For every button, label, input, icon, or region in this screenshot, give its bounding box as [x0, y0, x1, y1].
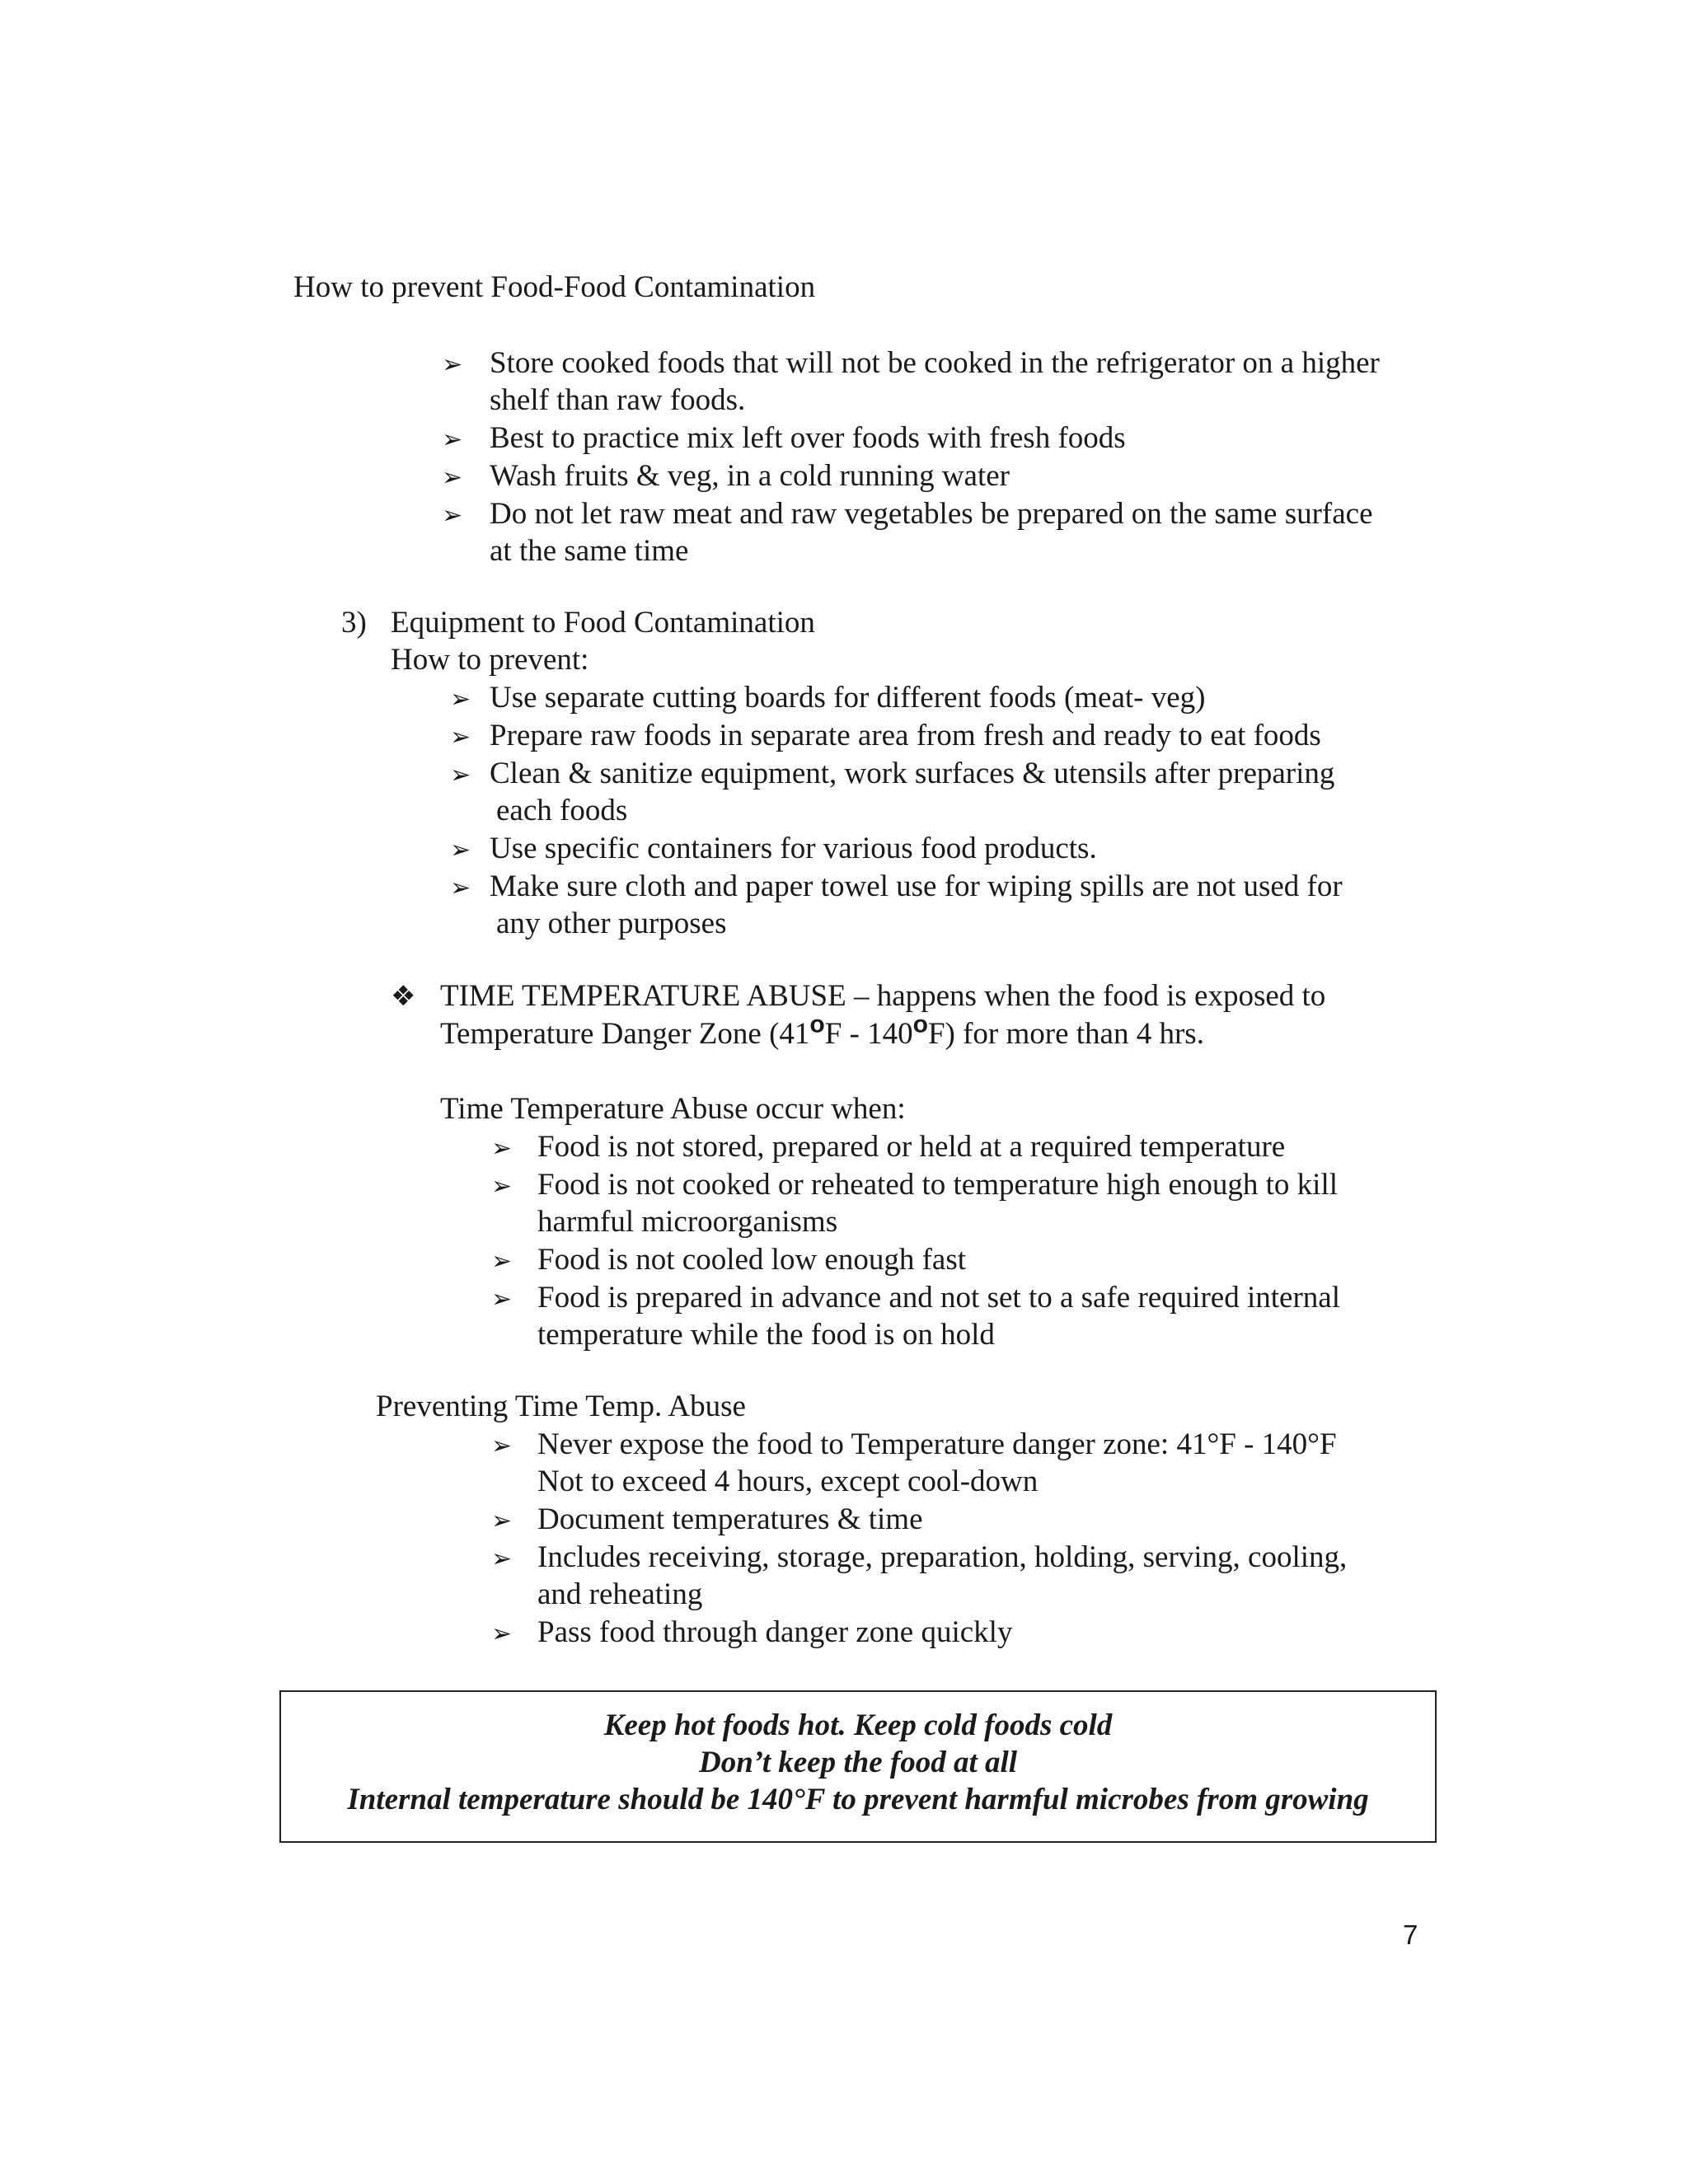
list-item: Best to practice mix left over foods with fresh foods [490, 421, 1126, 455]
arrow-bullet-icon: ➢ [450, 874, 471, 902]
arrow-bullet-icon: ➢ [491, 1432, 513, 1460]
list-item: Clean & sanitize equipment, work surfaces & utensils after preparing [490, 757, 1335, 790]
list-item: Pass food through danger zone quickly [537, 1615, 1013, 1649]
arrow-bullet-icon: ➢ [491, 1172, 513, 1201]
arrow-bullet-icon: ➢ [442, 350, 463, 379]
section-number: 3) [341, 606, 367, 640]
arrow-bullet-icon: ➢ [491, 1507, 513, 1535]
list-item: Use separate cutting boards for different foods (meat- veg) [490, 681, 1206, 715]
box-line-1: Keep hot foods hot. Keep cold foods cold [603, 1708, 1113, 1742]
page-number: 7 [1403, 1919, 1418, 1950]
list-item: Prepare raw foods in separate area from fresh and ready to eat foods [490, 719, 1321, 752]
arrow-bullet-icon: ➢ [450, 685, 471, 714]
list-item: Food is prepared in advance and not set to a safe required internal [537, 1281, 1340, 1315]
list-item: Store cooked foods that will not be cooked in the refrigerator on a higher [490, 346, 1380, 380]
list-item-continuation: Not to exceed 4 hours, except cool-down [537, 1465, 1039, 1498]
list-item: Food is not cooked or reheated to temperature high enough to kill [537, 1168, 1339, 1202]
tta-occur-heading: Time Temperature Abuse occur when: [440, 1092, 906, 1126]
arrow-bullet-icon: ➢ [442, 501, 463, 530]
arrow-bullet-icon: ➢ [442, 425, 463, 454]
list-item-continuation: harmful microorganisms [537, 1205, 838, 1239]
diamond-bullet-icon: ❖ [391, 980, 416, 1013]
list-item-continuation: and reheating [537, 1577, 703, 1611]
arrow-bullet-icon: ➢ [450, 836, 471, 865]
list-item: Document temperatures & time [537, 1502, 923, 1536]
list-item: Food is not cooled low enough fast [537, 1243, 967, 1277]
list-item-continuation: at the same time [490, 534, 689, 568]
tta-definition-line2: Temperature Danger Zone (41$^o$F - 140$^o$F) for more than 4 hrs. [440, 1010, 1204, 1051]
list-item: Never expose the food to Temperature danger zone: 41°F - 140°F [537, 1427, 1337, 1461]
box-line-3: Internal temperature should be 140°F to prevent harmful microbes from growing [347, 1783, 1369, 1816]
list-item: Use specific containers for various food products. [490, 832, 1097, 865]
list-item-continuation: each foods [496, 794, 628, 827]
list-item: Includes receiving, storage, preparation, holding, serving, cooling, [537, 1540, 1348, 1574]
preventing-heading: Preventing Time Temp. Abuse [376, 1390, 746, 1423]
arrow-bullet-icon: ➢ [491, 1134, 513, 1163]
list-item: Make sure cloth and paper towel use for wiping spills are not used for [490, 869, 1343, 903]
list-item-continuation: shelf than raw foods. [490, 383, 746, 417]
equipment-heading: Equipment to Food Contamination [391, 606, 815, 640]
list-item: Food is not stored, prepared or held at a required temperature [537, 1130, 1286, 1164]
equipment-subheading: How to prevent: [391, 643, 589, 677]
arrow-bullet-icon: ➢ [491, 1544, 513, 1573]
list-item-continuation: any other purposes [496, 907, 727, 940]
list-item: Wash fruits & veg, in a cold running water [490, 459, 1010, 493]
key-message-box [279, 1690, 1437, 1843]
food-food-heading: How to prevent Food-Food Contamination [293, 270, 816, 304]
tta-definition-line1: TIME TEMPERATURE ABUSE – happens when the food is exposed to [440, 979, 1326, 1013]
box-line-2: Don’t keep the food at all [698, 1746, 1018, 1779]
arrow-bullet-icon: ➢ [450, 723, 471, 752]
arrow-bullet-icon: ➢ [442, 463, 463, 492]
arrow-bullet-icon: ➢ [491, 1247, 513, 1276]
list-item: Do not let raw meat and raw vegetables be prepared on the same surface [490, 497, 1373, 531]
arrow-bullet-icon: ➢ [491, 1619, 513, 1648]
arrow-bullet-icon: ➢ [450, 761, 471, 790]
arrow-bullet-icon: ➢ [491, 1285, 513, 1314]
list-item-continuation: temperature while the food is on hold [537, 1318, 995, 1352]
